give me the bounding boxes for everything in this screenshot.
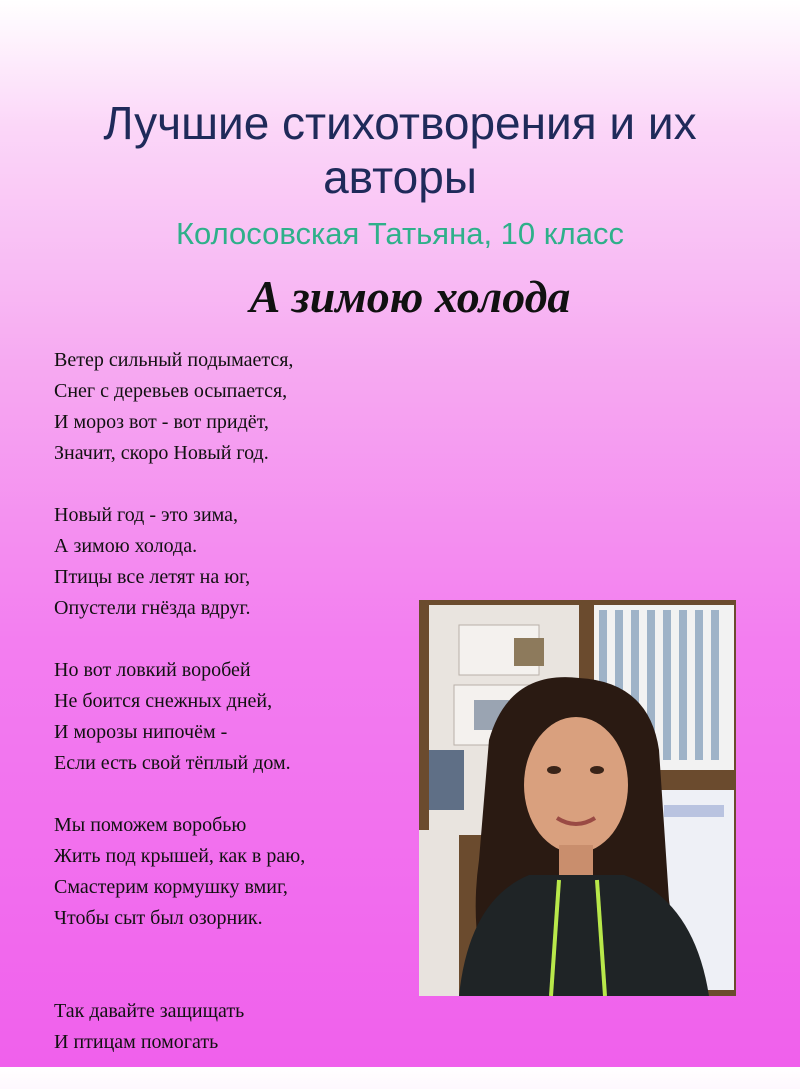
poem-line: Новый год - это зима, (54, 504, 239, 526)
poem-title: А зимою холода (249, 271, 571, 322)
poem-line: И морозы нипочём - (54, 721, 228, 743)
poem-line: Если есть свой тёплый дом. (54, 752, 291, 774)
stanza-2 (54, 500, 414, 624)
poem-line: Мы поможем воробью (54, 814, 247, 836)
poem-line: И мороз вот - вот придёт, (54, 411, 269, 433)
student-photo-image (419, 600, 736, 996)
poem-line: Но вот ловкий воробей (54, 659, 251, 681)
author-line: Колосовская Татьяна, 10 класс (175, 216, 625, 251)
stanza-1 (54, 345, 414, 469)
poem-line: Птицы все летят на юг, (54, 566, 251, 588)
poem-line: Смастерим кормушку вмиг, (54, 876, 288, 898)
poem-text (54, 345, 414, 1089)
poem-line: Опустели гнёзда вдруг. (54, 597, 251, 619)
poem-line: Так давайте защищать (54, 1000, 245, 1022)
poem-line: Жить под крышей, как в раю, (54, 845, 306, 867)
poem-line: Чтобы сыт был озорник. (54, 907, 263, 929)
poem-line: И птицам помогать (54, 1031, 219, 1053)
stanza-3 (54, 655, 414, 779)
stanza-5 (54, 996, 414, 1058)
poem-line: Не боится снежных дней, (54, 690, 273, 712)
poem-line: Значит, скоро Новый год. (54, 442, 269, 464)
poem-line: А зимою холода. (54, 535, 198, 557)
poem-line: Снег с деревьев осыпается, (54, 380, 288, 402)
stanza-4 (54, 810, 414, 934)
page-title: Лучшие стихотворения и их авторы (103, 97, 697, 203)
student-photo (419, 600, 736, 996)
poem-line: Ветер сильный подымается, (54, 349, 294, 371)
